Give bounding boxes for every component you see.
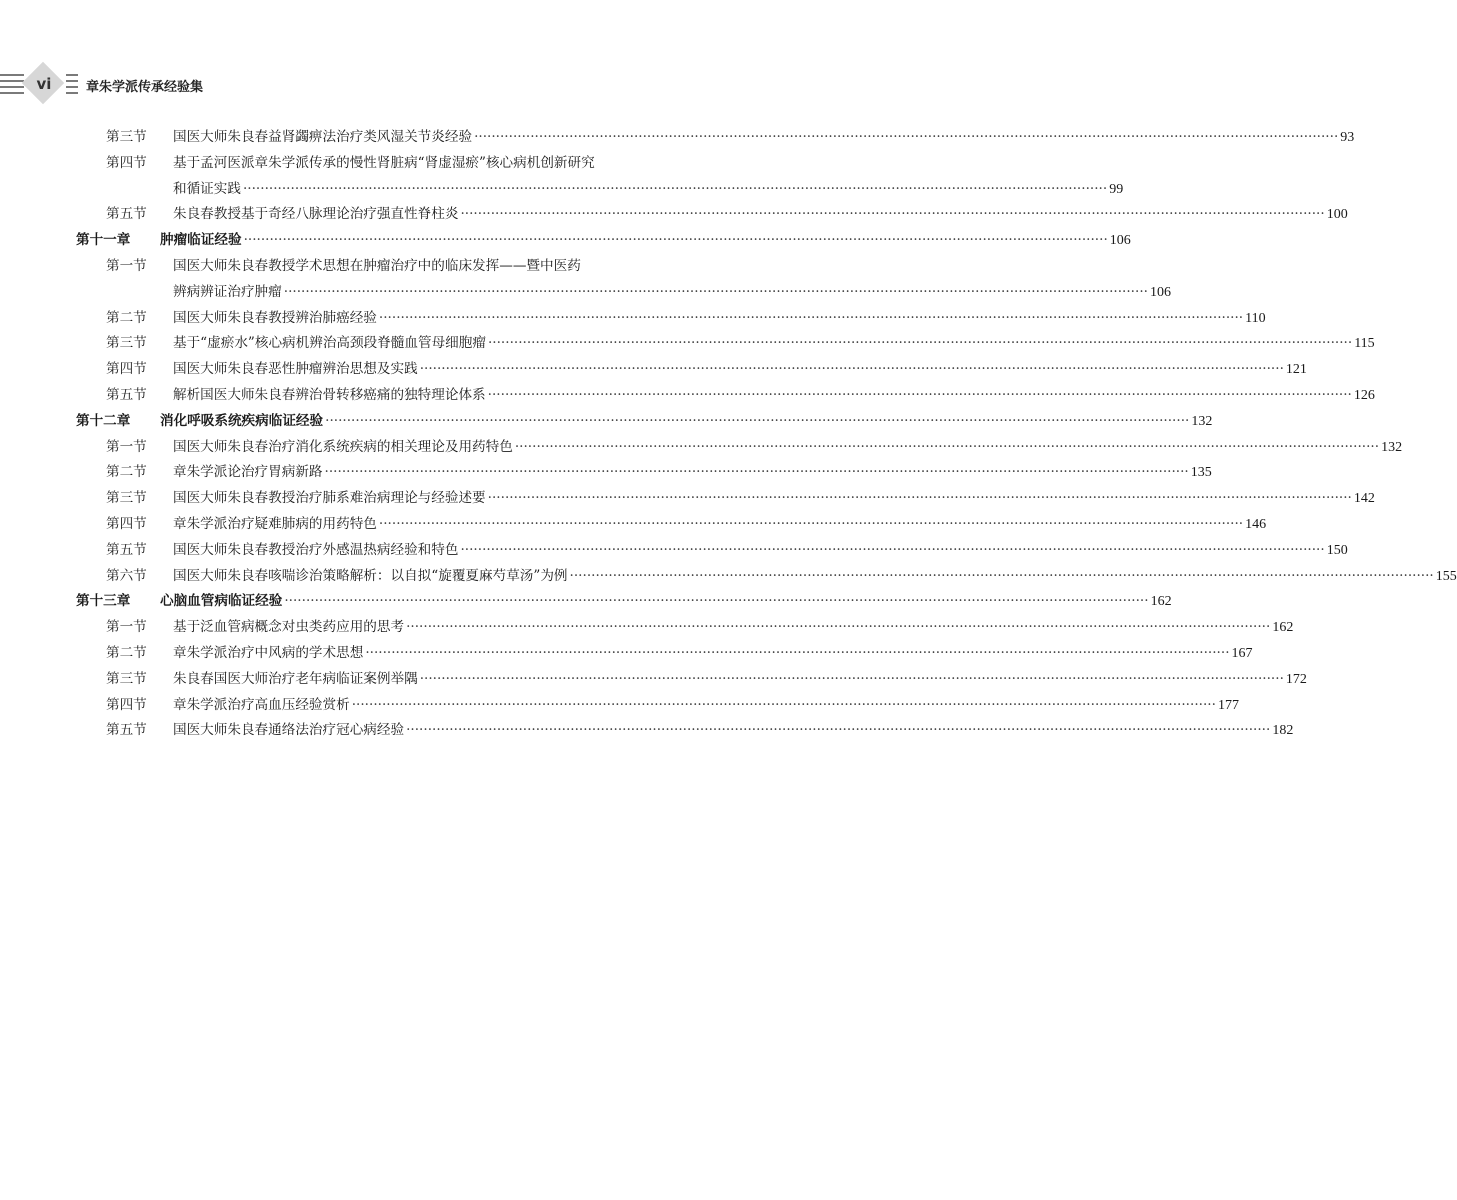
toc-page-number: 182 (1272, 723, 1294, 739)
dot-leader: ········································································································································································································ (406, 722, 1271, 739)
dot-leader: ········································································································································································································ (324, 464, 1189, 481)
toc-entry-title: 肿瘤临证经验 (160, 232, 242, 249)
toc-section-entry[interactable] (76, 383, 1375, 409)
dot-leader: ········································································································································································································ (378, 309, 1244, 326)
toc-entry-number: 第四节 (106, 696, 147, 713)
toc-entry-title: 章朱学派治疗疑难肺病的用药特色 (173, 515, 377, 532)
toc-entry-title: 朱良春国医大师治疗老年病临证案例举隅 (173, 670, 418, 687)
toc-section-entry[interactable] (76, 306, 1266, 332)
toc-entry-number: 第二节 (106, 644, 147, 661)
dot-leader: ········································································································································································································ (325, 412, 1190, 429)
toc-entry-title: 基于“虚瘀水”核心病机辨治高颈段脊髓血管母细胞瘤 (173, 335, 486, 352)
toc-entry-title: 国医大师朱良春治疗消化系统疾病的相关理论及用药特色 (173, 438, 513, 455)
toc-entry-number: 第十三章 (76, 593, 131, 610)
toc-entry-title: 国医大师朱良春咳喘诊治策略解析：以自拟“旋覆夏麻芍草汤”为例 (173, 567, 568, 584)
toc-entry-number: 第三节 (106, 335, 147, 352)
toc-entry-continuation[interactable] (76, 177, 1124, 203)
toc-entry-number: 第一节 (106, 257, 147, 274)
toc-page-number: 100 (1326, 207, 1348, 223)
toc-section-entry[interactable] (76, 693, 1239, 719)
toc-section-entry[interactable] (76, 512, 1267, 538)
toc-entry-number: 第五节 (106, 722, 147, 739)
toc-page-number: 99 (1109, 181, 1124, 197)
toc-page-number: 177 (1217, 697, 1239, 713)
toc-entry-title: 国医大师朱良春通络法治疗冠心病经验 (173, 722, 405, 739)
toc-page-number: 162 (1150, 594, 1172, 610)
header-rule-icon (0, 74, 24, 98)
toc-entry-continuation[interactable] (76, 280, 1171, 306)
dot-leader: ········································································································································································································ (243, 232, 1108, 249)
dot-leader: ········································································································································································································ (487, 386, 1352, 403)
dot-leader: ········································································································································································································ (365, 644, 1230, 661)
toc-section-entry[interactable] (76, 202, 1348, 228)
toc-page-number: 142 (1353, 491, 1375, 507)
toc-page-number: 106 (1109, 233, 1131, 249)
dot-leader: ········································································································································································································ (460, 206, 1325, 223)
toc-entry-title: 国医大师朱良春教授治疗外感温热病经验和特色 (173, 541, 459, 558)
toc-entry-title: 章朱学派治疗高血压经验赏析 (173, 696, 350, 713)
dot-leader: ········································································································································································································ (283, 283, 1148, 300)
toc-page-number: 132 (1381, 439, 1403, 455)
dot-leader: ········································································································································································································ (242, 180, 1108, 197)
toc-entry-number: 第三节 (106, 129, 147, 145)
toc-entry-number: 第一节 (106, 438, 147, 455)
toc-entry-number: 第四节 (106, 154, 147, 171)
toc-page-number: 167 (1231, 645, 1253, 661)
toc-section-entry[interactable] (76, 615, 1294, 641)
toc-section-entry[interactable] (76, 538, 1348, 564)
toc-section-entry[interactable] (76, 151, 726, 177)
toc-entry-title: 国医大师朱良春益肾蠲痹法治疗类风湿关节炎经验 (173, 129, 473, 145)
toc-page-number: 110 (1245, 310, 1266, 326)
dot-leader: ········································································································································································································ (487, 335, 1353, 352)
toc-section-entry[interactable] (76, 564, 1457, 590)
toc-entry-number: 第一节 (106, 619, 147, 636)
toc-entry-title: 国医大师朱良春教授治疗肺系难治病理论与经验述要 (173, 490, 486, 507)
toc-entry-title: 基于孟河医派章朱学派传承的慢性肾脏病“肾虚湿瘀”核心病机创新研究 (173, 154, 595, 171)
toc-page-number: 121 (1285, 362, 1307, 378)
toc-section-entry[interactable] (76, 125, 1355, 151)
dot-leader: ········································································································································································································ (419, 670, 1284, 687)
toc-entry-title: 国医大师朱良春教授辨治肺癌经验 (173, 309, 377, 326)
toc-page-number: 132 (1191, 413, 1213, 429)
toc-page-number: 106 (1149, 284, 1171, 300)
toc-page-number: 155 (1435, 568, 1457, 584)
toc-section-entry[interactable] (76, 435, 1403, 461)
dot-leader: ········································································································································································································ (460, 541, 1325, 558)
dot-leader: ········································································································································································································ (378, 515, 1244, 532)
toc-entry-title: 基于泛血管病概念对虫类药应用的思考 (173, 619, 405, 636)
toc-entry-number: 第三节 (106, 490, 147, 507)
dot-leader: ········································································································································································································ (569, 567, 1434, 584)
toc-entry-title: 解析国医大师朱良春辨治骨转移癌痛的独特理论体系 (173, 386, 486, 403)
toc-entry-title: 国医大师朱良春恶性肿瘤辨治思想及实践 (173, 361, 418, 378)
toc-entry-number: 第十二章 (76, 412, 131, 429)
toc-entry-number: 第五节 (106, 206, 147, 223)
toc-page-number: 135 (1190, 465, 1212, 481)
toc-section-entry[interactable] (76, 254, 726, 280)
dot-leader: ········································································································································································································ (487, 490, 1352, 507)
dot-leader: ········································································································································································································ (351, 696, 1216, 713)
dot-leader: ········································································································································································································ (406, 619, 1271, 636)
toc-section-entry[interactable] (76, 718, 1294, 744)
toc-entry-title: 朱良春教授基于奇经八脉理论治疗强直性脊柱炎 (173, 206, 459, 223)
toc-section-entry[interactable] (76, 486, 1375, 512)
toc-entry-number: 第五节 (106, 386, 147, 403)
toc-entry-title: 消化呼吸系统疾病临证经验 (160, 412, 324, 429)
dot-leader: ········································································································································································································ (514, 438, 1380, 455)
toc-entry-title: 章朱学派治疗中风病的学术思想 (173, 644, 364, 661)
dot-leader: ········································································································································································································ (419, 361, 1284, 378)
toc-page-number: 150 (1326, 542, 1348, 558)
toc-chapter-entry[interactable] (76, 589, 1172, 615)
toc-entry-title: 辨病辨证治疗肿瘤 (173, 283, 282, 300)
toc-page-number: 172 (1285, 671, 1307, 687)
toc-chapter-entry[interactable] (76, 409, 1213, 435)
toc-page-number: 126 (1353, 387, 1375, 403)
toc-entry-title: 和循证实践 (173, 180, 241, 197)
toc-page-number: 162 (1272, 620, 1294, 636)
toc-chapter-entry[interactable] (76, 228, 1131, 254)
toc-entry-number: 第六节 (106, 567, 147, 584)
toc-entry-number: 第十一章 (76, 232, 131, 249)
toc-entry-title: 国医大师朱良春教授学术思想在肿瘤治疗中的临床发挥——暨中医药 (173, 257, 581, 274)
toc-section-entry[interactable] (76, 460, 1212, 486)
toc-section-entry[interactable] (76, 331, 1375, 357)
toc-page-number: 115 (1354, 336, 1375, 352)
toc-entry-title: 心脑血管病临证经验 (160, 593, 283, 610)
toc-entry-number: 第四节 (106, 515, 147, 532)
toc-entry-number: 第三节 (106, 670, 147, 687)
toc-page-number: 93 (1340, 130, 1355, 145)
book-title: 章朱学派传承经验集 (86, 80, 204, 95)
dot-leader: ········································································································································································································ (284, 593, 1149, 610)
running-header (0, 68, 800, 108)
toc-section-entry[interactable] (76, 357, 1307, 383)
toc-section-entry[interactable] (76, 641, 1253, 667)
header-rule-icon (66, 74, 78, 98)
toc-entry-number: 第二节 (106, 464, 147, 481)
page-number: vi (36, 75, 52, 93)
toc-entry-number: 第五节 (106, 541, 147, 558)
toc-entry-number: 第四节 (106, 361, 147, 378)
toc-entry-number: 第二节 (106, 309, 147, 326)
dot-leader: ········································································································································································································ (474, 129, 1339, 145)
toc-section-entry[interactable] (76, 667, 1307, 693)
toc-entry-title: 章朱学派论治疗胃病新路 (173, 464, 323, 481)
table-of-contents (76, 125, 1457, 744)
toc-page-number: 146 (1245, 516, 1267, 532)
